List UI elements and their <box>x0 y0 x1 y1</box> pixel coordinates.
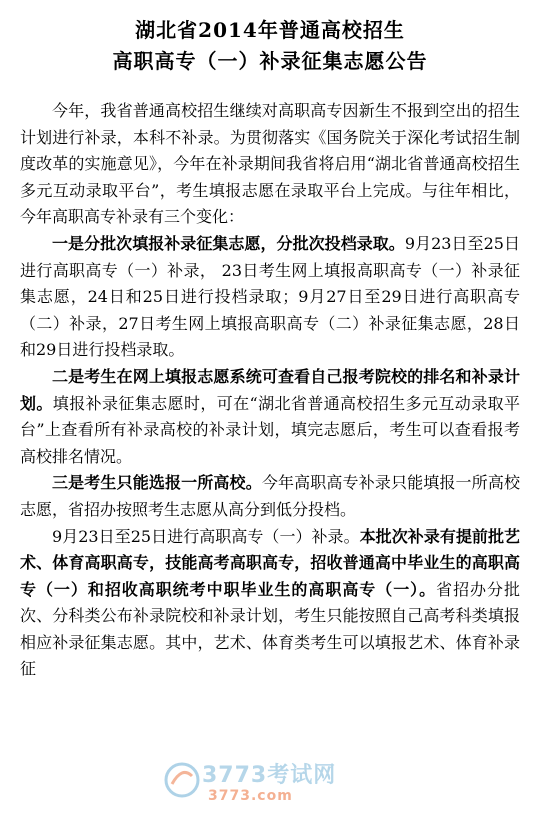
watermark-url: 3773.com <box>208 788 293 804</box>
change-paragraph-3 <box>20 470 520 523</box>
closing-bold: 本批次补录有提前批艺术、体育高职高专，技能高考高职高专，招收普通高中毕业生的高职高专（一）和招收高职统考中职毕业生的高职高专（一）。 <box>20 526 520 599</box>
closing-text: 省招办分批次、分科类公布补录院校和补录计划，考生只能按照自己高考科类填报相应补录征集志愿。其中，艺术、体育类考生可以填报艺术、体育补录征 <box>20 579 520 679</box>
title-line-1: 湖北省2014年普通高校招生 <box>135 18 405 42</box>
change-heading-2: 二是考生在网上填报志愿系统可查看自己报考院校的排名和补录计划。 <box>20 366 520 413</box>
closing-paragraph <box>20 524 520 684</box>
change-heading-3: 三是考生只能选报一所高校。 <box>52 473 262 493</box>
change-text-2: 填报补录征集志愿时，可在“湖北省普通高校招生多元互动录取平台”上查看所有补录高校的补录计划，填完志愿后，考生可以查看报考高校排名情况。 <box>20 393 520 466</box>
change-paragraph-1 <box>20 231 520 364</box>
change-paragraph-2 <box>20 364 520 470</box>
site-watermark <box>150 752 350 812</box>
watermark-logo-icon <box>162 760 202 800</box>
watermark-text: 3773考试网 <box>202 763 337 788</box>
change-text-1: 9月23日至25日进行高职高专（一）补录， 23日考生网上填报高职高专（一）补录征集志愿，24日和25日进行投档录取；9月27日至29日进行高职高专（二）补录，27日考生网上填报高职高专（二）补录征集志愿，28日和29日进行投档录取。 <box>20 233 520 360</box>
intro-paragraph: 今年，我省普通高校招生继续对高职高专因新生不报到空出的招生计划进行补录，本科不补录。为贯彻落实《国务院关于深化考试招生制度改革的实施意见》，今年在补录期间我省将启用“湖北省普通高校招生多元互动录取平台”，考生填报志愿在录取平台上完成。与往年相比，今年高职高专补录有三个变化： <box>20 101 520 227</box>
change-text-3: 今年高职高专补录只能填报一所高校志愿，省招办按照考生志愿从高分到低分投档。 <box>20 473 520 519</box>
change-heading-1: 一是分批次填报补录征集志愿，分批次投档录取。 <box>52 233 405 253</box>
closing-lead: 9月23日至25日进行高职高专（一）补录。 <box>52 526 360 546</box>
title-line-2: 高职高专（一）补录征集志愿公告 <box>112 49 428 73</box>
announcement-body <box>20 98 520 683</box>
